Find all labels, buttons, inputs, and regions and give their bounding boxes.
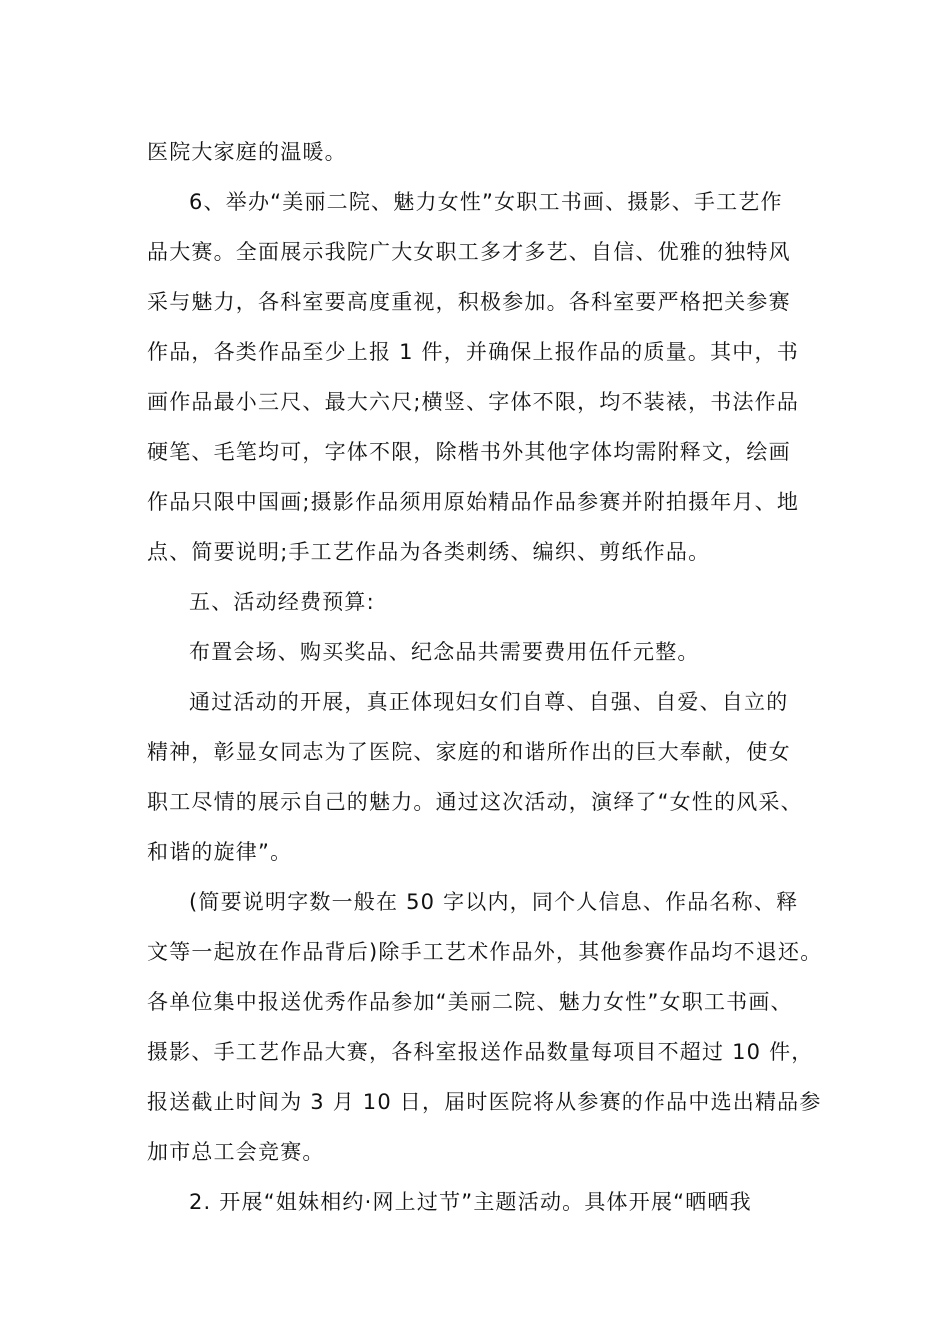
text-line: 和谐的旋律”。 bbox=[147, 840, 293, 864]
text-line: 点、简要说明;手工艺作品为各类刺绣、编织、剪纸作品。 bbox=[147, 540, 711, 564]
text-line: 摄影、手工艺作品大赛，各科室报送作品数量每项目不超过 10 件， bbox=[147, 1040, 814, 1064]
text-line: 作品只限中国画;摄影作品须用原始精品作品参赛并附拍摄年月、地 bbox=[147, 490, 800, 514]
text-line: (简要说明字数一般在 50 字以内，同个人信息、作品名称、释 bbox=[189, 890, 799, 914]
text-line: 通过活动的开展，真正体现妇女们自尊、自强、自爱、自立的 bbox=[189, 690, 789, 714]
text-line: 布置会场、购买奖品、纪念品共需要费用伍仟元整。 bbox=[189, 640, 700, 664]
text-line: 2. 开展“姐妹相约·网上过节”主题活动。具体开展“晒晒我 bbox=[189, 1190, 752, 1214]
text-line: 精神，彰显女同志为了医院、家庭的和谐所作出的巨大奉献，使女 bbox=[147, 740, 791, 764]
section-heading: 五、活动经费预算: bbox=[189, 590, 375, 614]
text-line: 采与魅力，各科室要高度重视，积极参加。各科室要严格把关参赛 bbox=[147, 290, 791, 314]
text-line: 6、举办“美丽二院、魅力女性”女职工书画、摄影、手工艺作 bbox=[189, 190, 783, 214]
text-line: 硬笔、毛笔均可，字体不限，除楷书外其他字体均需附释文，绘画 bbox=[147, 440, 791, 464]
text-line: 职工尽情的展示自己的魅力。通过这次活动，演绎了“女性的风采、 bbox=[147, 790, 803, 814]
text-line: 品大赛。全面展示我院广大女职工多才多艺、自信、优雅的独特风 bbox=[147, 240, 791, 264]
text-line: 画作品最小三尺、最大六尺;横竖、字体不限，均不装裱，书法作品 bbox=[147, 390, 800, 414]
text-line: 医院大家庭的温暖。 bbox=[147, 140, 347, 164]
text-line: 作品，各类作品至少上报 1 件，并确保上报作品的质量。其中，书 bbox=[147, 340, 799, 364]
text-line: 报送截止时间为 3 月 10 日，届时医院将从参赛的作品中选出精品参 bbox=[147, 1090, 822, 1114]
text-line: 各单位集中报送优秀作品参加“美丽二院、魅力女性”女职工书画、 bbox=[147, 990, 793, 1014]
text-line: 文等一起放在作品背后)除手工艺术作品外，其他参赛作品均不退还。 bbox=[147, 940, 823, 964]
text-line: 加市总工会竞赛。 bbox=[147, 1140, 325, 1164]
